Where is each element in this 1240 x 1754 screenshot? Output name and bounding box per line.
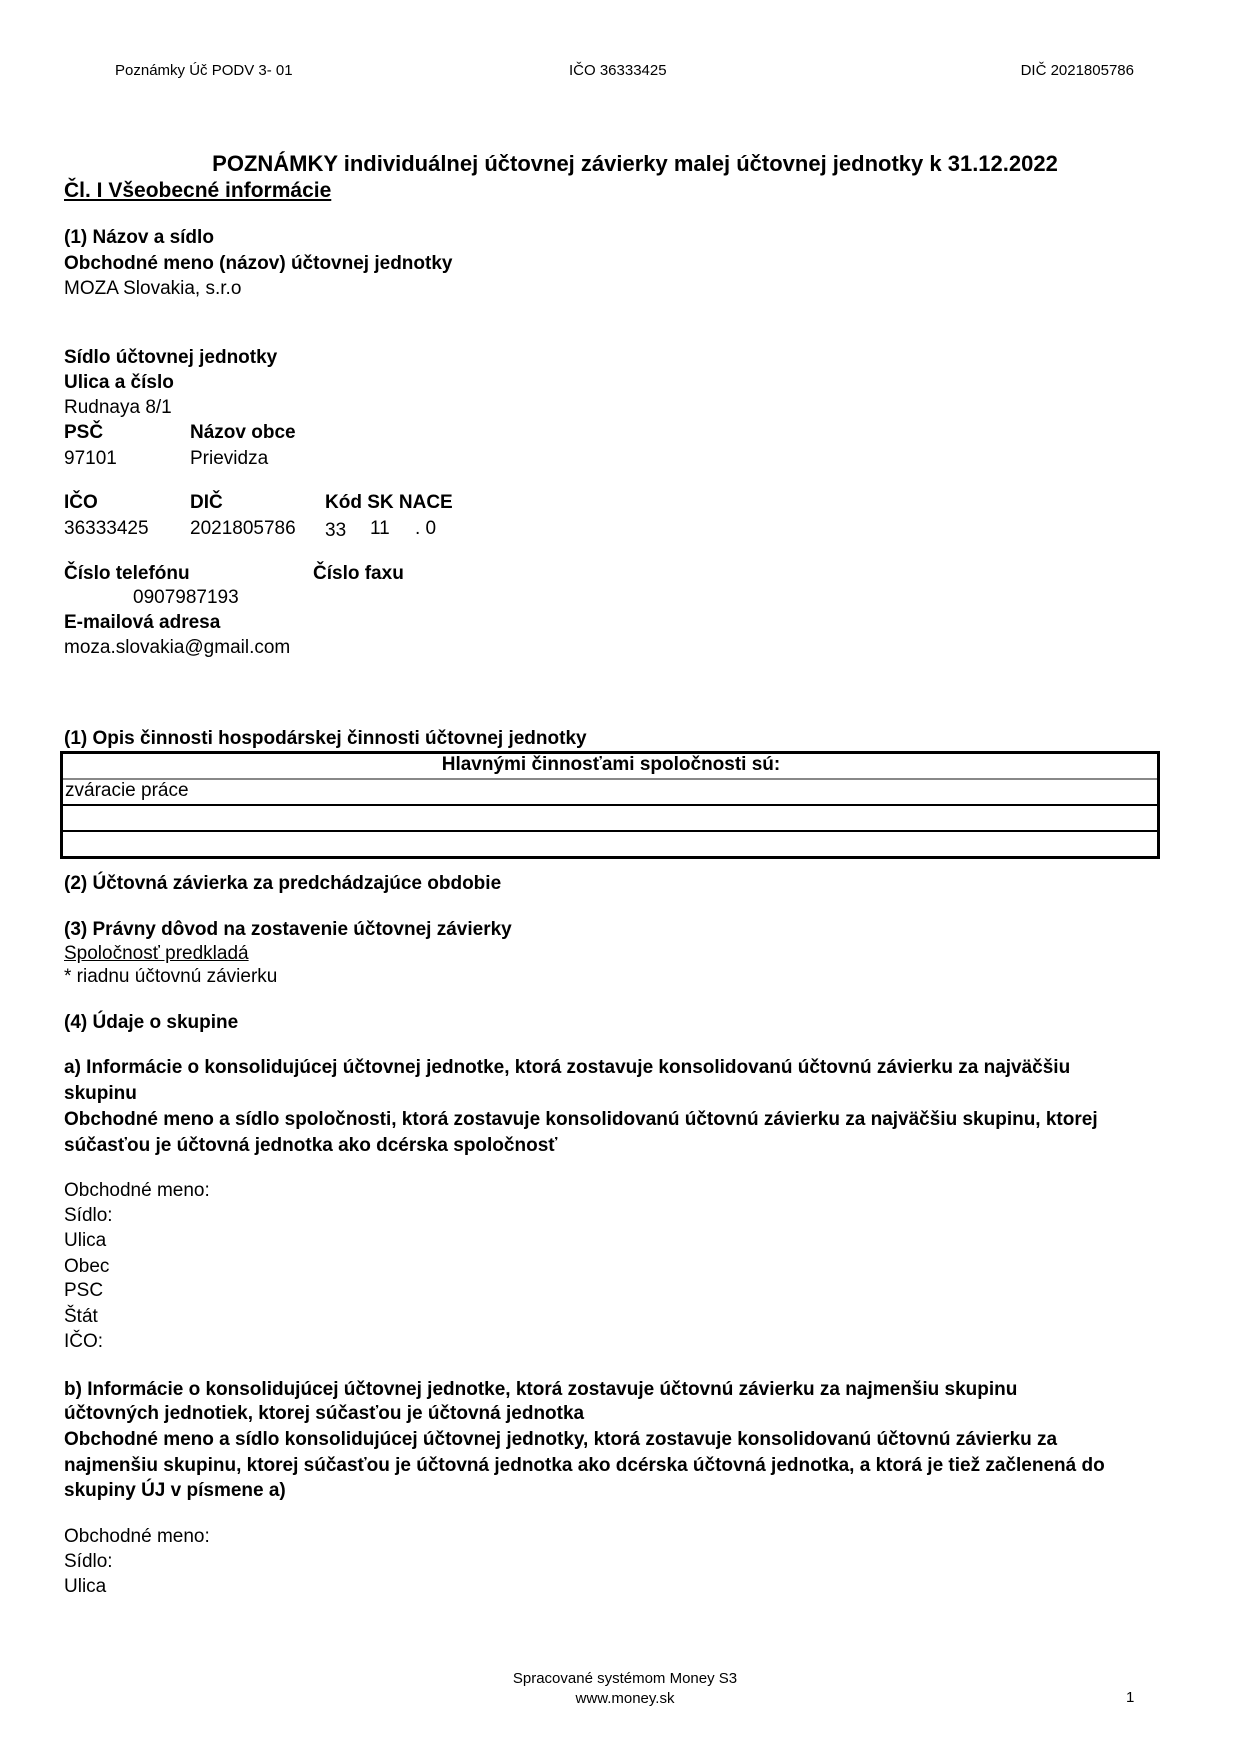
nace-value-1: 33 bbox=[325, 520, 347, 541]
s4-heading: (4) Údaje o skupine bbox=[64, 1012, 239, 1033]
phone-value: 0907987193 bbox=[133, 587, 239, 608]
street-value: Rudnaya 8/1 bbox=[64, 397, 172, 418]
section-title: Čl. I Všeobecné informácie bbox=[64, 179, 332, 202]
s4a-field: Sídlo: bbox=[64, 1205, 113, 1226]
company-name: MOZA Slovakia, s.r.o bbox=[64, 278, 242, 299]
s4a-field: Obchodné meno: bbox=[64, 1180, 210, 1201]
phone-label: Číslo telefónu bbox=[64, 563, 190, 584]
s4a-line: skupinu bbox=[64, 1083, 137, 1104]
nace-label: Kód SK NACE bbox=[325, 492, 453, 513]
footer-link[interactable]: www.money.sk bbox=[575, 1690, 675, 1707]
activity-table bbox=[60, 751, 1160, 859]
footer-system: Spracované systémom Money S3 bbox=[512, 1670, 738, 1687]
s4b-line: Obchodné meno a sídlo konsolidujúcej účtovnej jednotky, ktorá zostavuje konsolidovanú účtovnú závierku za bbox=[64, 1429, 1058, 1450]
psc-label: PSČ bbox=[64, 422, 104, 443]
activity-row: zváracie práce bbox=[65, 780, 189, 801]
header-left: Poznámky Úč PODV 3- 01 bbox=[115, 62, 293, 79]
s4a-field: IČO: bbox=[64, 1331, 104, 1352]
header-right: DIČ 2021805786 bbox=[1020, 62, 1134, 79]
s4a-line: súčasťou je účtovná jednotka ako dcérska spoločnosť bbox=[64, 1135, 558, 1156]
street-label: Ulica a číslo bbox=[64, 372, 174, 393]
s4a-line: Obchodné meno a sídlo spoločnosti, ktorá zostavuje konsolidovanú účtovnú závierku za najväčšiu skupinu, ktorej bbox=[64, 1109, 1098, 1130]
activity-row bbox=[63, 830, 1157, 856]
email-label: E-mailová adresa bbox=[64, 612, 221, 633]
s4b-line: najmenšiu skupinu, ktorej súčasťou je účtovná jednotka ako dcérska účtovná jednotka, a ktorá je tiež začlenená do bbox=[64, 1455, 1105, 1476]
s4a-field: Štát bbox=[64, 1306, 98, 1327]
seat-label: Sídlo účtovnej jednotky bbox=[64, 347, 278, 368]
page-title: POZNÁMKY individuálnej účtovnej závierky malej účtovnej jednotky k 31.12.2022 bbox=[212, 151, 1058, 176]
city-label: Názov obce bbox=[190, 422, 296, 443]
page-number: 1 bbox=[1126, 1689, 1135, 1706]
name-label: Obchodné meno (názov) účtovnej jednotky bbox=[64, 253, 453, 274]
s4b-field: Ulica bbox=[64, 1576, 107, 1597]
s4b-line: skupiny ÚJ v písmene a) bbox=[64, 1480, 286, 1501]
activity-table-header: Hlavnými činnosťami spoločnosti sú: bbox=[63, 754, 1157, 780]
s4b-line: b) Informácie o konsolidujúcej účtovnej jednotke, ktorá zostavuje účtovnú závierku za najmenšiu skupinu bbox=[64, 1379, 1018, 1400]
ico-value: 36333425 bbox=[64, 518, 149, 539]
fax-label: Číslo faxu bbox=[313, 563, 404, 584]
email-value: moza.slovakia@gmail.com bbox=[64, 637, 291, 658]
s4b-line: účtovných jednotiek, ktorej súčasťou je účtovná jednotka bbox=[64, 1403, 585, 1424]
s3-heading: (3) Právny dôvod na zostavenie účtovnej závierky bbox=[64, 919, 512, 940]
s3-line2: * riadnu účtovnú závierku bbox=[64, 966, 278, 987]
activity-heading: (1) Opis činnosti hospodárskej činnosti účtovnej jednotky bbox=[64, 728, 587, 749]
psc-value: 97101 bbox=[64, 448, 117, 469]
s4b-field: Sídlo: bbox=[64, 1551, 113, 1572]
dic-value: 2021805786 bbox=[190, 518, 296, 539]
s4a-line: a) Informácie o konsolidujúcej účtovnej jednotke, ktorá zostavuje konsolidovanú účtovnú závierku za najväčšiu bbox=[64, 1057, 1071, 1078]
s1-heading: (1) Názov a sídlo bbox=[64, 227, 214, 248]
header-center: IČO 36333425 bbox=[569, 62, 667, 79]
s3-line1: Spoločnosť predkladá bbox=[64, 943, 249, 964]
s4a-field: Ulica bbox=[64, 1230, 107, 1251]
s4b-field: Obchodné meno: bbox=[64, 1526, 210, 1547]
s2-heading: (2) Účtovná závierka za predchádzajúce obdobie bbox=[64, 873, 502, 894]
nace-value-2: 11 bbox=[370, 518, 390, 539]
nace-value-3: . 0 bbox=[415, 518, 437, 539]
ico-label: IČO bbox=[64, 492, 98, 513]
activity-row bbox=[63, 804, 1157, 830]
s4a-field: PSC bbox=[64, 1280, 104, 1301]
s4a-field: Obec bbox=[64, 1256, 110, 1277]
dic-label: DIČ bbox=[190, 492, 223, 513]
city-value: Prievidza bbox=[190, 448, 269, 469]
